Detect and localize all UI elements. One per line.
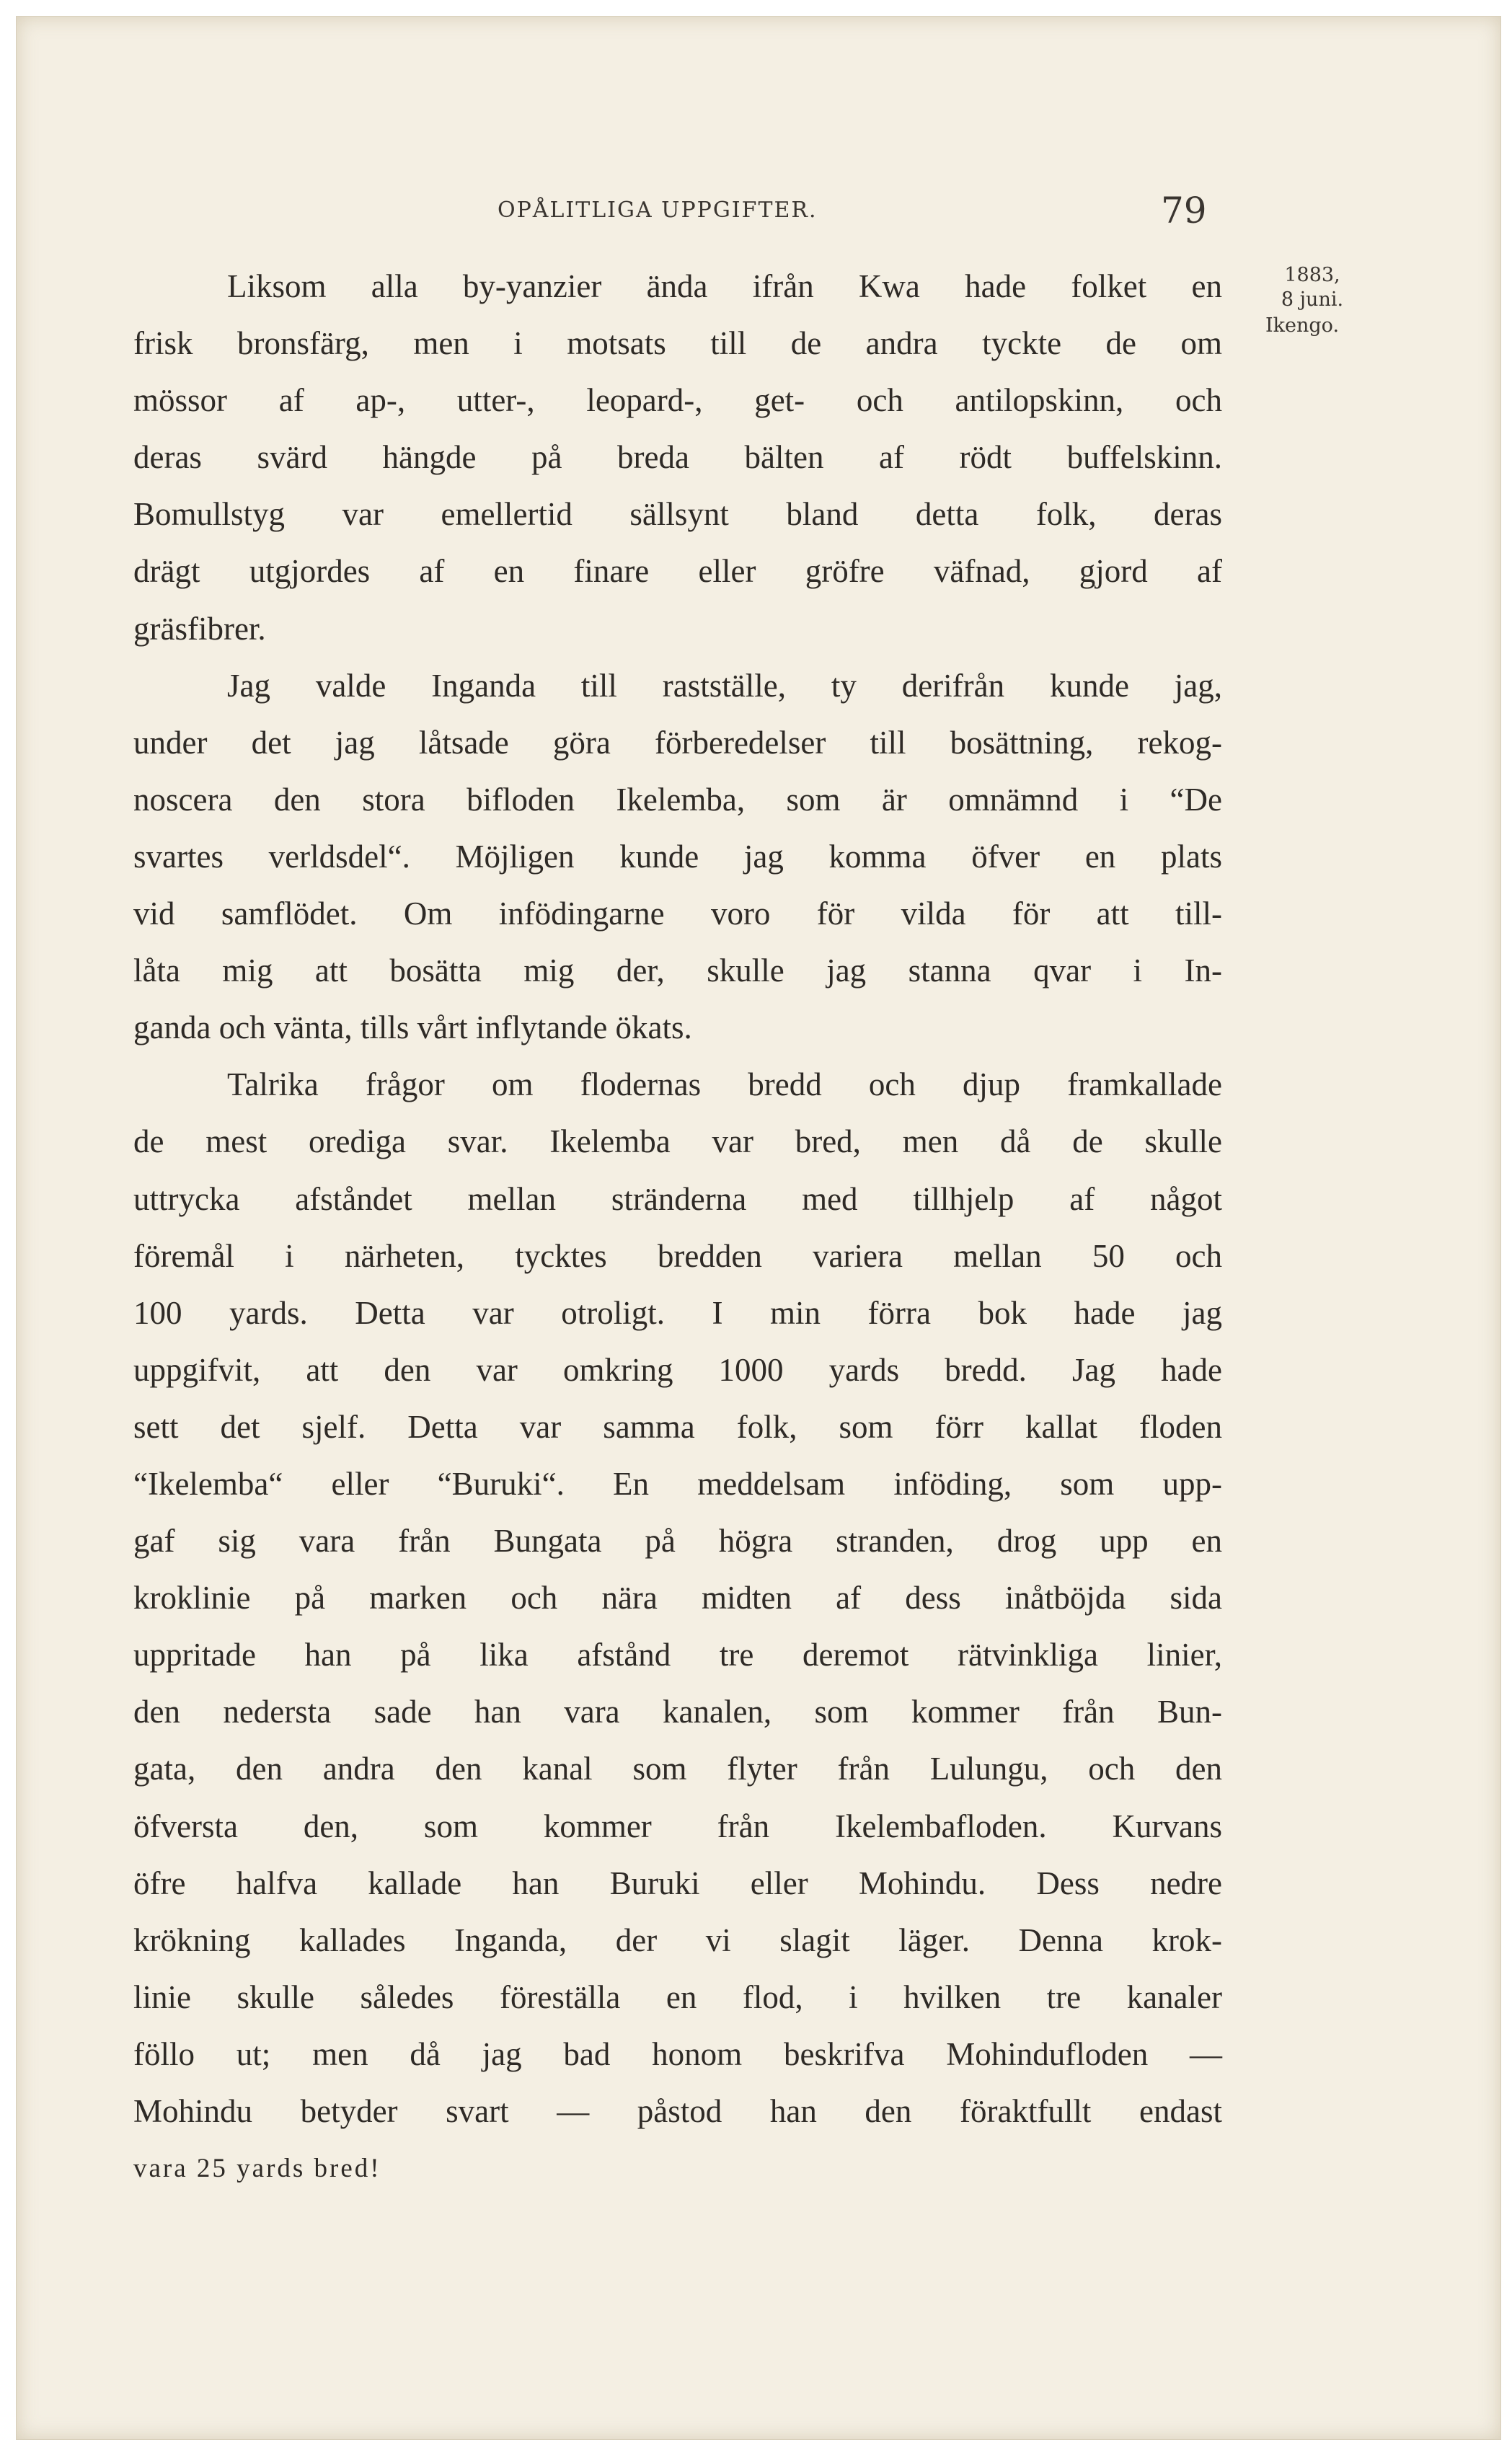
text-line: Bomullstyg var emellertid sällsynt bland detta folk, deras bbox=[133, 496, 1222, 533]
text-line: Jag valde Inganda till rastställe, ty derifrån kunde jag, bbox=[227, 667, 1222, 704]
text-line: Talrika frågor om flodernas bredd och djup framkallade bbox=[227, 1066, 1222, 1103]
margin-note-year: 1883, bbox=[1284, 264, 1340, 286]
text-line: de mest orediga svar. Ikelemba var bred, men då de skulle bbox=[133, 1123, 1222, 1160]
text-line: föllo ut; men då jag bad honom beskrifva Mohindufloden — bbox=[133, 2035, 1222, 2072]
text-line: Liksom alla by-yanzier ända ifrån Kwa hade folket en bbox=[227, 268, 1222, 304]
text-line: öfre halfva kallade han Buruki eller Mohindu. Dess nedre bbox=[133, 1865, 1222, 1901]
text-line: under det jag låtsade göra förberedelser till bosättning, rekog- bbox=[133, 724, 1222, 761]
text-line: mössor af ap-, utter-, leopard-, get- och antilopskinn, och bbox=[133, 382, 1222, 419]
text-line: uppgifvit, att den var omkring 1000 yards bredd. Jag hade bbox=[133, 1351, 1222, 1388]
text-line: uttrycka afståndet mellan stränderna med tillhjelp af något bbox=[133, 1180, 1222, 1217]
text-line: gräsfibrer. bbox=[133, 610, 266, 647]
text-line: deras svärd hängde på breda bälten af rödt buffelskinn. bbox=[133, 439, 1222, 476]
text-line: frisk bronsfärg, men i motsats till de andra tyckte de om bbox=[133, 325, 1222, 362]
text-line: låta mig att bosätta mig der, skulle jag stanna qvar i In- bbox=[133, 952, 1222, 989]
text-line: linie skulle således föreställa en flod, i hvilken tre kanaler bbox=[133, 1978, 1222, 2015]
body-text bbox=[133, 258, 1222, 2197]
text-line: ganda och vänta, tills vårt inflytande ökats. bbox=[133, 1009, 692, 1046]
text-line: drägt utgjordes af en finare eller gröfre väfnad, gjord af bbox=[133, 553, 1222, 590]
text-line: den nedersta sade han vara kanalen, som kommer från Bun- bbox=[133, 1694, 1222, 1730]
text-line: vara 25 yards bred! bbox=[133, 2154, 381, 2184]
text-line: vid samflödet. Om infödingarne voro för vilda för att till- bbox=[133, 895, 1222, 932]
text-line: “Ikelemba“ eller “Buruki“. En meddelsam inföding, som upp- bbox=[133, 1465, 1222, 1502]
margin-note-place: Ikengo. bbox=[1265, 314, 1340, 337]
text-line: gata, den andra den kanal som flyter från Lulungu, och den bbox=[133, 1751, 1222, 1787]
running-head: OPÅLITLIGA UPPGIFTER. bbox=[498, 198, 818, 223]
text-line: föremål i närheten, tycktes bredden variera mellan 50 och bbox=[133, 1237, 1222, 1274]
text-line: noscera den stora bifloden Ikelemba, som är omnämnd i “De bbox=[133, 781, 1222, 818]
text-line: 100 yards. Detta var otroligt. I min förra bok hade jag bbox=[133, 1294, 1222, 1331]
text-line: sett det sjelf. Detta var samma folk, som förr kallat floden bbox=[133, 1408, 1222, 1445]
text-line: krökning kallades Inganda, der vi slagit läger. Denna krok- bbox=[133, 1921, 1222, 1958]
text-line: gaf sig vara från Bungata på högra stranden, drog upp en bbox=[133, 1523, 1222, 1560]
text-line: svartes verldsdel“. Möjligen kunde jag komma öfver en plats bbox=[133, 838, 1222, 875]
text-line: uppritade han på lika afstånd tre deremot rätvinkliga linier, bbox=[133, 1637, 1222, 1673]
text-line: öfversta den, som kommer från Ikelembafloden. Kurvans bbox=[133, 1808, 1222, 1844]
page-number: 79 bbox=[1161, 190, 1207, 231]
text-line: Mohindu betyder svart — påstod han den föraktfullt endast bbox=[133, 2093, 1222, 2129]
margin-note-date: 8 juni. bbox=[1281, 288, 1344, 311]
margin-note bbox=[1265, 263, 1359, 338]
text-line: kroklinie på marken och nära midten af dess inåtböjda sida bbox=[133, 1580, 1222, 1617]
